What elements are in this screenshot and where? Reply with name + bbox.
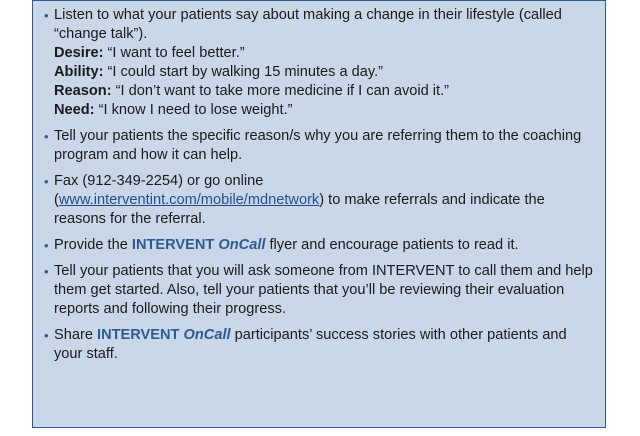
example-label: Reason: [54, 83, 112, 99]
brand-product: OnCall [183, 327, 231, 343]
item-text-post: flyer and encourage patients to read it. [269, 237, 519, 253]
example-need [54, 101, 595, 120]
list-item-referral-reason [44, 127, 595, 165]
example-label: Desire: [54, 45, 104, 61]
item-text-post: ) to make referrals and indicate the reasons for the referral. [54, 192, 545, 227]
brand-name: INTERVENT [131, 237, 215, 253]
example-quote: “I want to feel better.” [107, 45, 245, 61]
list-item-flyer [44, 236, 595, 255]
item-text-post: participants’ success stories with other patients and your staff. [54, 327, 567, 362]
tips-panel [32, 0, 606, 428]
item-text: Tell your patients the specific reason/s why you are referring them to the coaching program and how it can help. [54, 128, 582, 163]
example-label: Need: [54, 102, 95, 118]
list-item-fax-online [44, 172, 595, 229]
item-text: Fax (912-349-2254) or go online [54, 173, 264, 189]
bullet-icon: • [44, 328, 49, 343]
example-ability [54, 63, 595, 82]
example-quote: “I know I need to lose weight.” [98, 102, 293, 118]
brand-name: INTERVENT [97, 327, 180, 343]
item-text: Share [54, 327, 93, 343]
bullet-icon: • [44, 174, 49, 189]
item-text: Provide the [54, 237, 128, 253]
item-text: Listen to what your patients say about making a change in their lifestyle (called “change talk”). [54, 7, 562, 42]
bullet-icon: • [44, 238, 49, 253]
example-desire [54, 44, 595, 63]
example-reason [54, 82, 595, 101]
item-text: Tell your patients that you will ask someone from INTERVENT to call them and help them get started. Also, tell your patients that you’ll be reviewing their evaluation reports and following their progress. [54, 263, 593, 317]
brand-product: OnCall [218, 237, 266, 253]
example-quote: “I don’t want to take more medicine if I can avoid it.” [115, 83, 450, 99]
bullet-icon: • [44, 264, 49, 279]
example-label: Ability: [54, 64, 104, 80]
list-item-success-stories [44, 326, 595, 364]
referral-link[interactable]: www.interventint.com/mobile/mdnetwork [58, 192, 320, 208]
bullet-icon: • [44, 8, 49, 23]
list-item-follow-up [44, 262, 595, 319]
paren: ( [54, 192, 59, 208]
example-quote: “I could start by walking 15 minutes a day.” [107, 64, 384, 80]
bullet-icon: • [44, 129, 49, 144]
list-item-change-talk [44, 6, 595, 120]
